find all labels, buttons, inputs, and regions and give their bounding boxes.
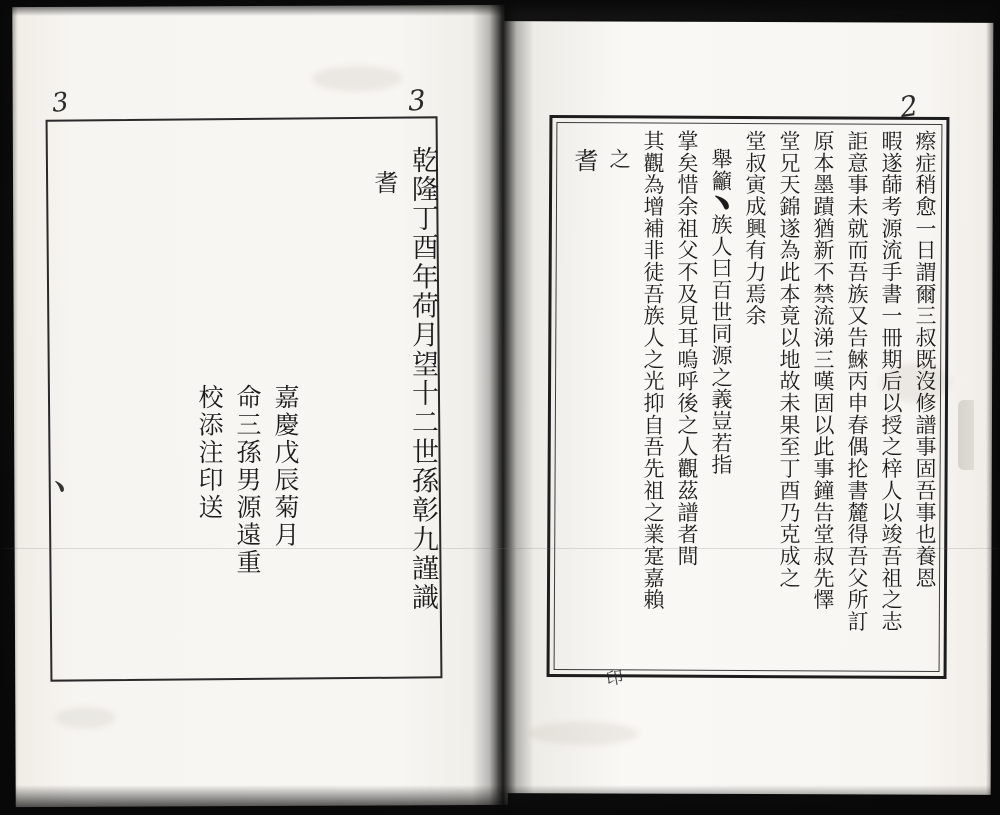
folio-number-left-inner: 3 bbox=[406, 83, 427, 118]
recto-text-column: 其觀為增補非徒吾族人之光抑自吾先祖之業寔嘉賴 bbox=[641, 130, 665, 611]
verso-title-column: 乾隆丁酉年荷月望十二世孫彰九謹識 bbox=[407, 146, 438, 613]
verso-signature-column: 命三孫男源遠重 bbox=[233, 384, 262, 577]
folio-number-right: 2 bbox=[897, 88, 921, 125]
recto-text-column: 掌矣惜余祖父不及見耳嗚呼後之人觀茲譜者間 bbox=[675, 130, 699, 567]
recto-text-column: 瘵症稍愈一日謂爾三叔既沒修譜事固吾事也養恩 bbox=[913, 130, 937, 589]
recto-text-column: 堂兄天錦遂為此本竟以地故未果至丁酉乃克成之 bbox=[777, 130, 801, 589]
recto-text-column: 原本墨蹟猶新不禁流涕三嘆固以此事鐘告堂叔先懌 bbox=[811, 130, 835, 611]
verso-signature-column: 校添注印送 bbox=[195, 384, 224, 522]
paper-blotch bbox=[55, 707, 115, 729]
thumb-shadow bbox=[958, 400, 974, 470]
folio-number-left-outer: 3 bbox=[50, 87, 71, 119]
recto-text-column: 舉籲﹅族人曰百世同源之義豈若指 bbox=[709, 148, 733, 476]
verso-title-column: 耆 bbox=[370, 170, 398, 196]
recto-text-column: 詎意事未就而吾族又告鯠丙申春偶抡書麓得吾父所訂 bbox=[845, 130, 869, 633]
verso-signature-column: 嘉慶戊辰菊月 bbox=[271, 384, 300, 549]
recto-text-column: 堂叔寅成興有力焉余 bbox=[743, 130, 767, 327]
recto-text-column: 耆 bbox=[570, 148, 598, 173]
ink-seal-icon: 印 bbox=[604, 667, 626, 691]
verso-signature-columns bbox=[180, 384, 300, 577]
recto-text-column: 暇遂蒒考源流手書一冊期后以授之梓人以竣吾祖之志 bbox=[879, 130, 903, 633]
paper-blotch bbox=[529, 721, 639, 745]
recto-text-columns bbox=[560, 130, 936, 666]
verso-title-columns bbox=[352, 146, 438, 613]
paper-blotch bbox=[313, 65, 403, 91]
recto-text-column: 之 bbox=[607, 148, 631, 170]
margin-tick-icon: ﹅ bbox=[50, 477, 69, 497]
